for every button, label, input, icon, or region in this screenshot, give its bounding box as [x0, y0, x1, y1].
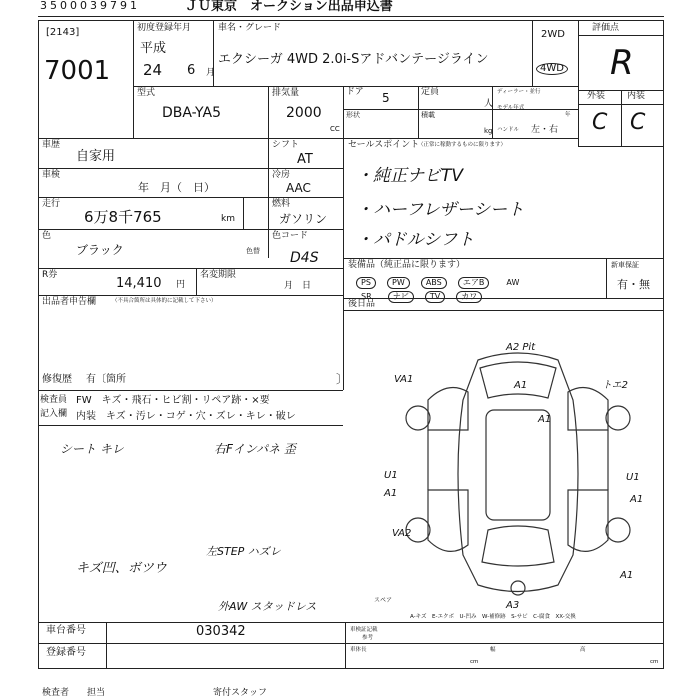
year-unit: 年 — [565, 112, 571, 118]
car-diagram — [374, 340, 648, 611]
height-unit: cm — [650, 659, 659, 665]
repair-value: 有〔箇所 — [86, 374, 126, 385]
grade-label: 評価点 — [592, 23, 620, 33]
sales-points-label: セールスポイント — [348, 140, 420, 150]
model-name: エクシーガ 4WD 2.0i-Sアドバンテージライン — [218, 52, 489, 67]
mileage-unit: km — [221, 214, 235, 224]
damage-legend: A-キズ E-エクボ U-凹み W-補修跡 S-サビ C-腐食 XX-交換 — [410, 614, 576, 620]
diagram-label-va2: VA2 — [392, 528, 412, 539]
usage-label: 車歴 — [42, 140, 61, 150]
diagram-label-a1-right: A1 — [630, 494, 644, 505]
registration-year: 24 — [143, 61, 163, 79]
diagram-label-a1-roof: A1 — [538, 414, 552, 425]
repair-label: 修復歴 — [42, 374, 72, 385]
inspector-label-2: 記入欄 — [40, 409, 68, 419]
declaration-note: （不具合箇所は具体的に記載して下さい） — [112, 298, 217, 304]
diagram-label-u1-right: U1 — [626, 472, 640, 483]
equip-ps: PS — [356, 277, 376, 289]
equip-airbag: エアB — [458, 277, 490, 289]
lot-code: [2143] — [46, 27, 80, 38]
shift-value: AT — [297, 152, 313, 167]
shape-label: 形状 — [346, 111, 360, 119]
inspector-note-1: シート キレ — [60, 442, 124, 456]
doors-value: 5 — [382, 91, 390, 105]
inspector-exterior-row: FW キズ・飛石・ヒビ割・リペア跡・×要 — [76, 395, 270, 406]
ref-label: 参考 — [362, 635, 374, 641]
inspection-value: 年 月（ 日） — [138, 181, 215, 194]
length-unit: cm — [470, 659, 479, 665]
inspector-note-3: キズ凹、ボツウ — [76, 561, 167, 576]
interior-label: 内装 — [627, 91, 646, 101]
exterior-grade: C — [592, 110, 608, 135]
form-title: ＪＵ東京 オークション出品申込書 — [185, 0, 393, 14]
equipment-row-2 — [356, 286, 488, 303]
capacity-label: 定員 — [421, 87, 440, 97]
inspection-label: 車検 — [42, 170, 61, 180]
disposal-value: 月 日 — [284, 281, 312, 291]
drive-4wd-selected: 4WD — [536, 63, 568, 75]
inspector-note-4: 左STEP ハズレ — [206, 545, 281, 558]
equip-sr: SR — [361, 292, 372, 301]
color-code-label: 色コード — [272, 231, 309, 241]
new-car-warranty-value: 有・無 — [617, 278, 650, 291]
equip-aw: AW — [506, 278, 520, 287]
color-code-value: D4S — [290, 250, 319, 266]
cert-label: 車検証記載 — [350, 627, 378, 633]
fuel-label: 燃料 — [272, 199, 291, 209]
mileage-label: 走行 — [42, 199, 61, 209]
equip-kawa: カワ — [456, 291, 482, 303]
diagram-label-a1-left: A1 — [384, 488, 398, 499]
exterior-label: 外装 — [587, 91, 606, 101]
diagram-label-a2-pit: A2 Pit — [506, 342, 536, 353]
inspector-note-2: 右Fインパネ 歪 — [214, 442, 296, 456]
length-label: 車体長 — [350, 647, 367, 653]
model-label: 車名・グレード — [218, 23, 282, 33]
chassis-number: 030342 — [196, 624, 246, 639]
fuel-value: ガソリン — [279, 212, 328, 226]
diagram-label-a3: A3 — [506, 600, 520, 611]
diagram-label-va1: VA1 — [394, 374, 414, 385]
load-unit: kg — [484, 127, 493, 135]
dealer-label: ディーラー・並行 — [497, 89, 541, 95]
width-label: 幅 — [490, 647, 496, 653]
displacement-label: 排気量 — [272, 88, 300, 98]
color-value: ブラック — [76, 243, 124, 257]
recycle-value: 14,410 — [116, 276, 162, 291]
doors-label: ドア — [346, 87, 364, 97]
height-label: 高 — [580, 647, 586, 653]
type-label: 型式 — [137, 88, 156, 98]
new-car-warranty-label: 新車保証 — [611, 261, 639, 269]
diagram-label-u1-left: U1 — [384, 470, 398, 481]
capacity-unit: 人 — [484, 99, 494, 109]
displacement-unit: CC — [330, 125, 340, 133]
recycle-label: R券 — [42, 270, 58, 280]
recycle-unit: 円 — [176, 280, 186, 290]
footer-text: 検査者 担当 寄付スタッフ — [42, 688, 268, 698]
inspector-label-1: 検査員 — [40, 395, 68, 405]
mileage-value: 6万8千765 — [84, 208, 162, 226]
sales-points-note: （正常に稼動するものに限ります） — [418, 142, 507, 148]
color-label: 色 — [42, 231, 52, 241]
grade-score: R — [610, 43, 634, 83]
handle-label: ハンドル — [497, 127, 520, 133]
usage-value: 自家用 — [76, 149, 116, 164]
load-label: 積載 — [421, 111, 435, 119]
sales-point-2: ・ハーフレザーシート — [356, 200, 525, 220]
drive-2wd: 2WD — [541, 29, 565, 40]
lot-number: 7001 — [44, 56, 111, 86]
aircon-value: AAC — [286, 181, 311, 195]
equipment-label: 装備品（純正品に限ります） — [348, 260, 466, 270]
equip-abs: ABS — [421, 277, 447, 289]
diagram-label-a1-hood: A1 — [514, 380, 528, 391]
registration-month-unit: 月 — [206, 68, 216, 78]
model-year-label: モデル年式 — [497, 105, 525, 111]
equip-pw: PW — [387, 277, 410, 289]
barcode-number: 3500039791 — [40, 0, 140, 12]
repair-close: 〕 — [336, 372, 349, 386]
inspector-note-5: 外AW スタッドレス — [218, 600, 317, 613]
interior-grade: C — [630, 110, 646, 135]
handle-value: 左・右 — [531, 125, 559, 135]
chassis-label: 車台番号 — [46, 625, 86, 636]
type-value: DBA-YA5 — [162, 105, 221, 121]
registration-month: 6 — [187, 63, 196, 78]
spare-label: スペア — [374, 597, 393, 604]
sales-point-1: ・純正ナビTV — [356, 166, 464, 186]
equip-tv: TV — [425, 291, 445, 303]
diagram-label-a1-rear: A1 — [620, 570, 634, 581]
disposal-label: 名変期限 — [200, 270, 237, 280]
aircon-label: 冷房 — [272, 170, 291, 180]
diagram-label-toe2: トエ2 — [602, 380, 628, 391]
registration-label: 初度登録年月 — [137, 23, 192, 33]
inspector-interior-row: 内装 キズ・汚レ・コゲ・穴・ズレ・キレ・破レ — [76, 411, 296, 422]
displacement-value: 2000 — [286, 105, 322, 121]
registration-era: 平成 — [140, 41, 167, 56]
equip-navi: ナビ — [388, 291, 414, 303]
declaration-label: 出品者申告欄 — [42, 297, 97, 307]
aftermarket-label: 後日品 — [348, 299, 376, 309]
color-swatch-label: 色替 — [246, 247, 260, 255]
registration-number-label: 登録番号 — [46, 647, 86, 658]
sales-point-3: ・パドルシフト — [356, 230, 475, 250]
shift-label: シフト — [272, 140, 300, 150]
